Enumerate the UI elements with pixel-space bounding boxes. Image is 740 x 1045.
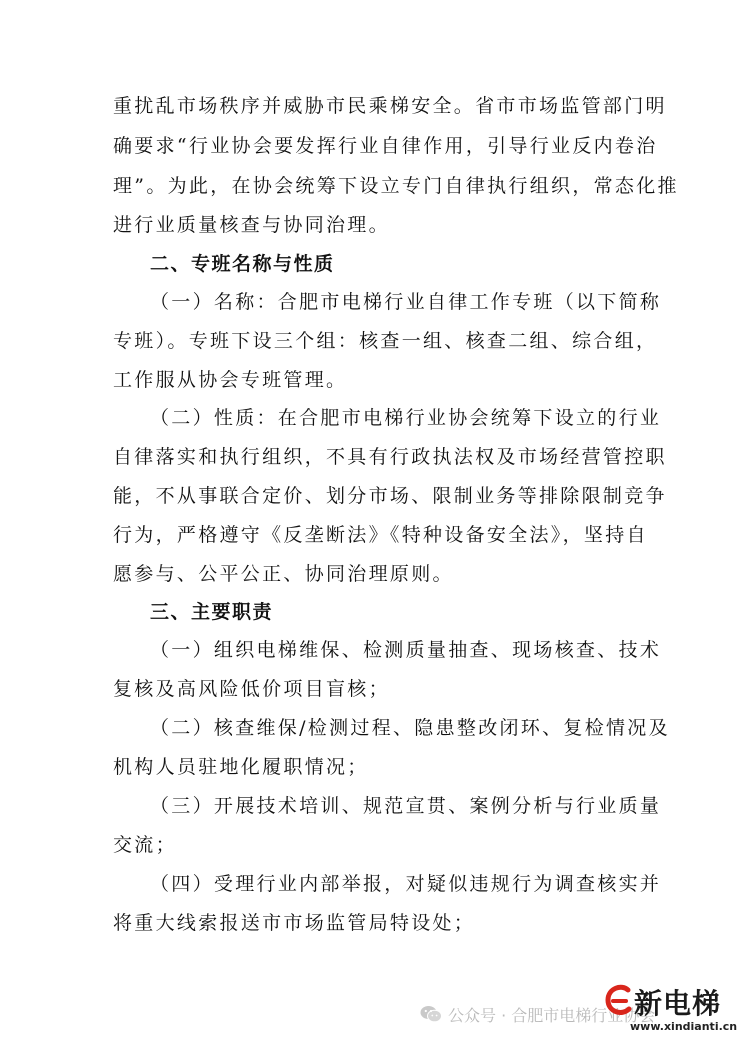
paragraph-line: 愿参与、公平公正、协同治理原则。 [113, 563, 454, 585]
paragraph-line: （三）开展技术培训、规范宣贯、案例分析与行业质量 [150, 795, 662, 817]
wechat-icon [420, 1005, 442, 1023]
paragraph-line: 自律落实和执行组织，不具有行政执法权及市场经营管控职 [113, 446, 667, 468]
paragraph-line: （二）性质：在合肥市电梯行业协会统筹下设立的行业 [150, 407, 662, 429]
logo-url: www.xindianti.cn [630, 1020, 738, 1033]
paragraph-line: 确要求“行业协会要发挥行业自律作用，引导行业反内卷治 [113, 135, 658, 157]
section-heading: 二、专班名称与性质 [150, 253, 335, 275]
paragraph-line: 工作服从协会专班管理。 [113, 369, 348, 391]
paragraph-line: 机构人员驻地化履职情况； [113, 756, 369, 778]
paragraph-line: 复核及高风险低价项目盲核； [113, 678, 390, 700]
logo-title: 新电梯 [634, 987, 722, 1020]
paragraph-line: （四）受理行业内部举报，对疑似违规行为调查核实并 [150, 873, 662, 895]
paragraph-line: 将重大线索报送市市场监管局特设处； [113, 912, 476, 934]
paragraph-line: 理”。为此，在协会统筹下设立专门自律执行组织，常态化推 [113, 175, 679, 197]
site-logo [604, 982, 738, 1040]
paragraph-line: 重扰乱市场秩序并威胁市民乘梯安全。省市市场监管部门明 [113, 95, 667, 117]
watermark-text: 公众号 · 合肥市电梯行业协会 [448, 1005, 656, 1025]
paragraph-line: 交流； [113, 834, 177, 856]
paragraph-line: 专班）。专班下设三个组：核查一组、核查二组、综合组， [113, 330, 658, 352]
section-heading: 三、主要职责 [150, 601, 274, 623]
paragraph-line: （一）名称：合肥市电梯行业自律工作专班（以下简称 [150, 291, 662, 313]
logo-mark-icon [604, 984, 634, 1018]
paragraph-line: 进行业质量核查与协同治理。 [113, 214, 390, 236]
paragraph-line: 行为，严格遵守《反垄断法》《特种设备安全法》，坚持自 [113, 524, 648, 546]
paragraph-line: 能，不从事联合定价、划分市场、限制业务等排除限制竞争 [113, 485, 667, 507]
paragraph-line: （二）核查维保/检测过程、隐患整改闭环、复检情况及 [150, 717, 670, 739]
paragraph-line: （一）组织电梯维保、检测质量抽查、现场核查、技术 [150, 639, 662, 661]
